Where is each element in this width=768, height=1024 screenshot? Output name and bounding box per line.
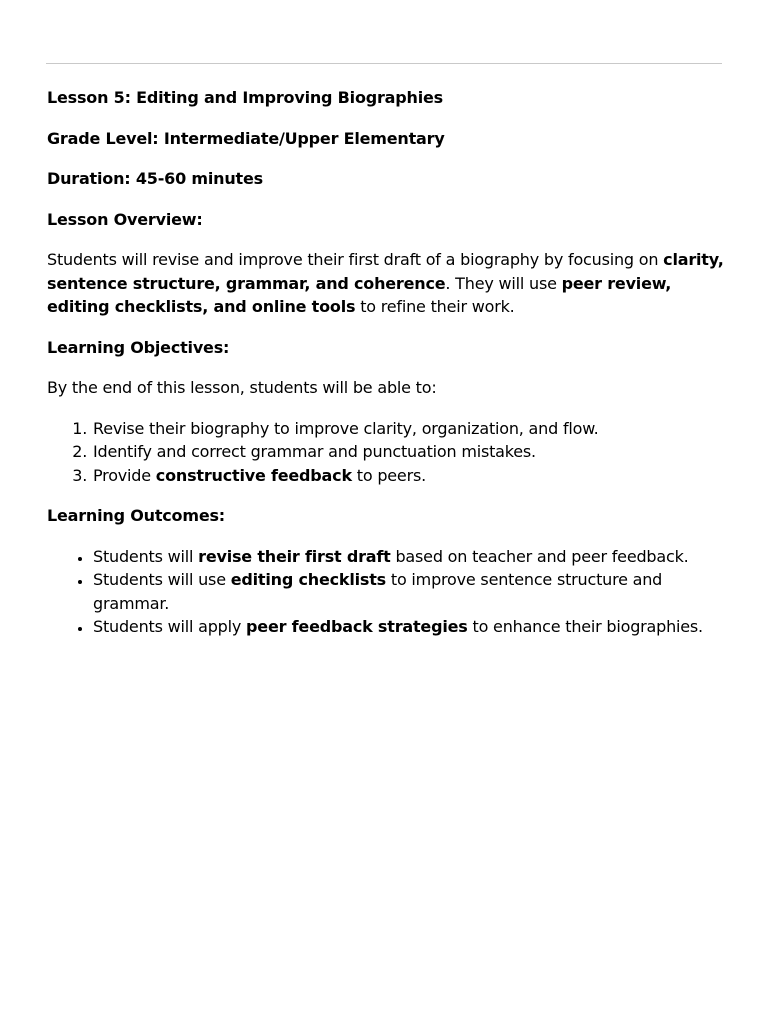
lesson-content (47, 86, 727, 656)
overview-paragraph: Students will revise and improve their first draft of a biography by focusing on clarity, sentence structure, grammar, and coherence. They will use peer review, editing checklists, and online tools to refine their work. (47, 250, 724, 316)
list-item: 3. Provide constructive feedback to peers. (92, 464, 727, 488)
list-item: • Students will revise their first draft based on teacher and peer feedback. (92, 545, 727, 569)
list-item: • Students will use editing checklists to improve sentence structure and grammar. (92, 568, 727, 615)
objectives-list (47, 417, 727, 488)
horizontal-divider (46, 63, 722, 64)
list-item: 1. Revise their biography to improve clarity, organization, and flow. (92, 417, 727, 441)
list-item: • Students will apply peer feedback strategies to enhance their biographies. (92, 615, 727, 639)
objectives-heading: Learning Objectives: (47, 337, 230, 357)
lesson-title: Lesson 5: Editing and Improving Biographies (47, 88, 443, 107)
overview-heading: Lesson Overview: (47, 209, 203, 229)
list-item: 2. Identify and correct grammar and punctuation mistakes. (92, 440, 727, 464)
grade-level: Grade Level: Intermediate/Upper Elementary (47, 128, 445, 148)
duration: Duration: 45-60 minutes (47, 169, 263, 188)
outcomes-heading: Learning Outcomes: (47, 506, 225, 525)
outcomes-list (47, 545, 727, 639)
objectives-intro: By the end of this lesson, students will be able to: (47, 378, 437, 397)
